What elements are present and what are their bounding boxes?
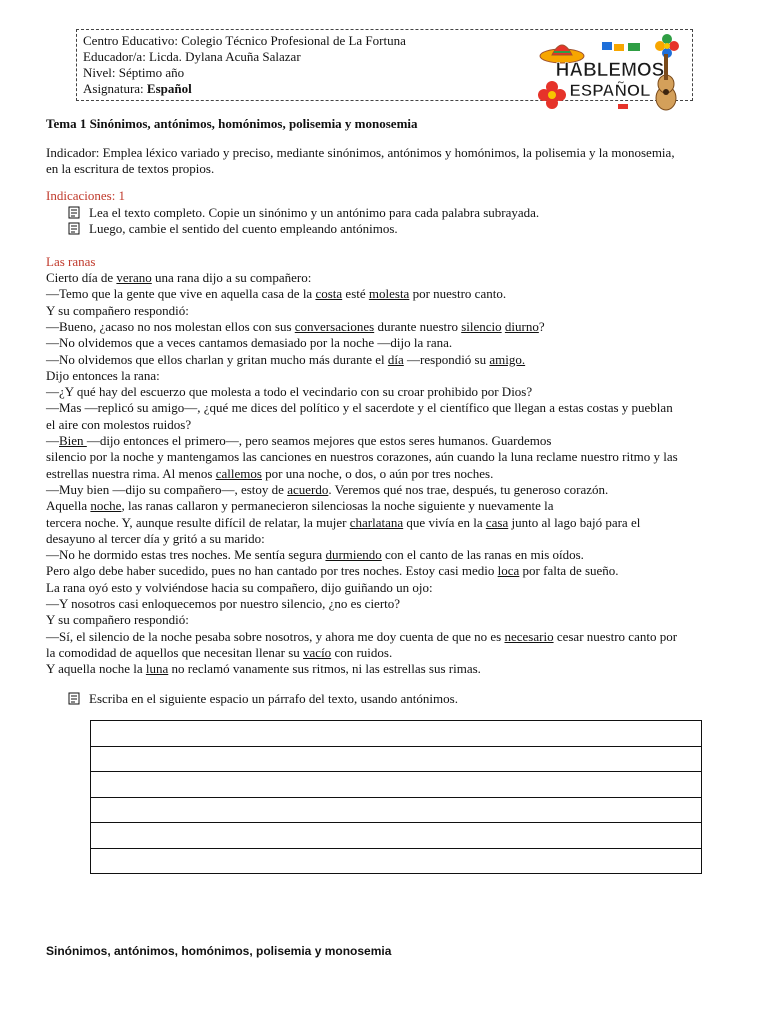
story-text: con ruidos. — [331, 644, 393, 660]
story-text: durante nuestro — [374, 318, 462, 334]
story-line — [46, 547, 584, 563]
flower-icon — [538, 81, 566, 109]
story-line — [46, 645, 392, 661]
story-line — [46, 531, 265, 547]
story-line — [46, 352, 525, 368]
story-text: junto al lago bajó para el — [508, 514, 641, 530]
underlined-word: casa — [485, 514, 509, 530]
hablemos-espanol-logo — [532, 30, 690, 118]
header-educador: Educador/a: Licda. Dylana Acuña Salazar — [83, 49, 301, 64]
story-line — [46, 482, 608, 498]
underlined-word: vacío — [303, 644, 332, 660]
story-line — [46, 286, 506, 302]
answer-row — [91, 797, 702, 823]
header-nivel: Nivel: Séptimo año — [83, 65, 185, 80]
story-text: que vivía en la — [403, 514, 486, 530]
story-line — [46, 417, 191, 433]
story-text: silencio por la noche y mantengamos las canciones en nuestros corazones, aún cuando la luna reclame nuestro ritmo y las — [46, 449, 678, 465]
indicaciones-title: Indicaciones: 1 — [46, 188, 126, 203]
story-text: desayuno al tercer día y gritó a su marido: — [46, 530, 265, 546]
story-text: —dijo entonces el primero—, pero seamos mejores que estos seres humanos. Guardemos — [86, 433, 552, 448]
asignatura-label: Asignatura: — [83, 81, 147, 96]
underlined-word: silencio — [461, 318, 502, 334]
book-bullet-icon — [68, 206, 80, 219]
book-bullet-icon — [68, 222, 80, 235]
writing-instruction-text: Escriba en el siguiente espacio un párrafo del texto, usando antónimos. — [89, 691, 458, 706]
story-text: no reclamó vanamente sus ritmos, ni las estrellas sus rimas. — [168, 661, 481, 677]
underlined-word: necesario — [504, 628, 554, 644]
answer-row — [91, 746, 702, 772]
indicaciones-item — [68, 205, 539, 221]
answer-row — [91, 721, 702, 747]
answer-row — [91, 848, 702, 874]
story-text: —¿Y qué hay del escuerzo que molesta a todo el vecindario con su croar prohibido por Dios? — [46, 384, 533, 400]
underlined-word: día — [387, 351, 404, 367]
answer-cell[interactable] — [91, 772, 702, 798]
story-line — [46, 368, 160, 384]
underlined-word: costa — [315, 286, 343, 302]
story-text: — — [46, 433, 59, 448]
story-text: por una noche, o dos, o aún por tres noches. — [261, 465, 494, 481]
story-text: La rana oyó esto y volviéndose hacia su compañero, dijo guiñando un ojo: — [46, 579, 433, 595]
story-text: por falta de sueño. — [519, 563, 619, 579]
answer-cell[interactable] — [91, 746, 702, 772]
indicaciones-item-text: Luego, cambie el sentido del cuento empleando antónimos. — [89, 221, 398, 236]
logo-line2: ESPAÑOL — [569, 81, 651, 100]
story-line — [46, 563, 619, 579]
story-text: por nuestro canto. — [409, 286, 507, 302]
story-text: el aire con molestos ruidos? — [46, 416, 192, 432]
answer-cell[interactable] — [91, 721, 702, 747]
story-text: —Muy bien —dijo su compañero—, estoy de — [46, 481, 288, 497]
tema-title: Tema 1 Sinónimos, antónimos, homónimos, polisemia y monosemia — [46, 116, 418, 131]
story-text: Dijo entonces la rana: — [46, 367, 160, 383]
underlined-word: molesta — [368, 286, 410, 302]
asignatura-value: Español — [146, 81, 192, 96]
underlined-word: amigo. — [489, 351, 526, 367]
answer-table — [90, 720, 702, 874]
underlined-word: callemos — [215, 465, 262, 481]
story-line — [46, 400, 673, 416]
story-line — [46, 580, 433, 596]
underlined-word: Bien — [59, 433, 87, 448]
story-text: Pero algo debe haber sucedido, pues no han cantado por tres noches. Estoy casi medio — [46, 563, 498, 579]
story-text: —No he dormido estas tres noches. Me sentía segura — [46, 547, 326, 563]
answer-row — [91, 772, 702, 798]
writing-instruction — [68, 691, 458, 707]
story-text: —respondió su — [403, 351, 490, 367]
underlined-word: conversaciones — [294, 318, 375, 334]
underlined-word: luna — [145, 661, 169, 677]
story-text: —Mas —replicó su amigo—, ¿qué me dices del político y el sacerdote y el científico que llegan a estas costas y pueblan — [46, 400, 673, 416]
story-title: Las ranas — [46, 254, 96, 269]
footer-heading: Sinónimos, antónimos, homónimos, polisemia y monosemia — [46, 944, 392, 958]
story-text: una rana dijo a su compañero: — [151, 270, 312, 285]
story-text: tercera noche. Y, aunque resulte difícil de relatar, la mujer — [46, 514, 350, 530]
book-bullet-icon — [68, 692, 80, 705]
story-text: , las ranas callaron y permanecieron silenciosas la noche siguiente y nuevamente la — [121, 498, 554, 514]
story-line — [46, 433, 551, 449]
story-line — [46, 612, 189, 628]
story-text: Y su compañero respondió: — [46, 302, 189, 318]
story-line — [46, 515, 640, 531]
story-text: Y aquella noche la — [46, 661, 146, 677]
story-line — [46, 629, 677, 645]
story-text: —Temo que la gente que vive en aquella casa de la — [46, 286, 316, 302]
underlined-word: noche — [90, 498, 122, 514]
story-line — [46, 335, 452, 351]
story-text: con el canto de las ranas en mis oídos. — [381, 547, 584, 563]
story-text: ? — [538, 318, 545, 334]
header-centro: Centro Educativo: Colegio Técnico Profesional de La Fortuna — [83, 33, 406, 48]
story-text: —No olvidemos que a veces cantamos demasiado por la noche —dijo la rana. — [46, 335, 453, 351]
story-text: Cierto día de — [46, 270, 117, 285]
story-text: Aquella — [46, 498, 91, 514]
story-text: —Sí, el silencio de la noche pesaba sobre nosotros, y ahora me doy cuenta de que no es — [46, 628, 505, 644]
answer-cell[interactable] — [91, 848, 702, 874]
underlined-word: durmiendo — [325, 547, 382, 563]
story-line — [46, 384, 532, 400]
story-line — [46, 498, 554, 514]
story-line — [46, 661, 481, 677]
story-text: estrellas nuestra rima. Al menos — [46, 465, 216, 481]
indicaciones-item-text: Lea el texto completo. Copie un sinónimo y un antónimo para cada palabra subrayada. — [89, 205, 540, 220]
underlined-word: diurno — [504, 318, 539, 334]
answer-cell[interactable] — [91, 823, 702, 849]
answer-cell[interactable] — [91, 797, 702, 823]
underlined-word: loca — [497, 563, 520, 579]
story-line — [46, 270, 311, 286]
story-line — [46, 466, 493, 482]
answer-row — [91, 823, 702, 849]
story-text: Y su compañero respondió: — [46, 612, 189, 628]
underlined-word: verano — [116, 270, 152, 285]
story-text: —Bueno, ¿acaso no nos molestan ellos con sus — [46, 318, 295, 334]
story-text: esté — [342, 286, 369, 302]
story-text: —Y nosotros casi enloquecemos por nuestro silencio, ¿no es cierto? — [46, 596, 401, 611]
underlined-word: charlatana — [349, 514, 404, 530]
story-line — [46, 303, 189, 319]
story-text: cesar nuestro canto por — [553, 628, 678, 644]
indicador-line-1: Indicador: Emplea léxico variado y preciso, mediante sinónimos, antónimos y homónimos, la polisemia y la monosemia, — [46, 145, 675, 160]
underlined-word: acuerdo — [287, 481, 329, 497]
header-asignatura — [83, 81, 192, 97]
story-text: la comodidad de aquellos que necesitan llenar su — [46, 644, 304, 660]
indicaciones-item — [68, 221, 398, 237]
indicador-line-2: en la escritura de textos propios. — [46, 161, 215, 176]
story-line — [46, 596, 400, 612]
story-text: . Veremos qué nos trae, después, tu generoso corazón. — [328, 481, 609, 497]
story-text: —No olvidemos que ellos charlan y gritan mucho más durante el — [46, 351, 388, 367]
story-line — [46, 319, 545, 335]
logo-line1: HABLEMOS — [555, 60, 665, 81]
story-line — [46, 449, 678, 465]
